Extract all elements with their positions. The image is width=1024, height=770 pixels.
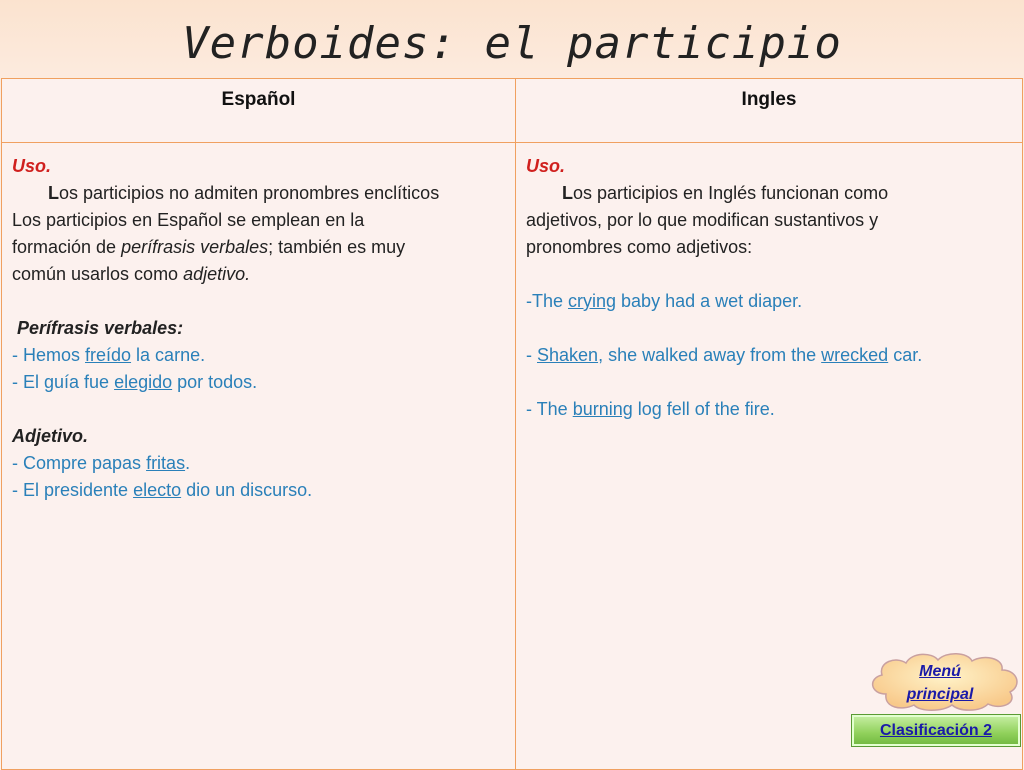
clasificacion-2-button[interactable]: Clasificación 2 [851,714,1021,747]
uso-text: ; también es muy [268,237,406,257]
drop-letter: L [562,183,573,203]
uso-label: Uso. [12,156,52,176]
uso-text: os participios en Inglés funcionan como [573,183,889,203]
uso-text-line [12,180,505,207]
uso-emphasis: perífrasis verbales [121,237,269,257]
example-text: , she walked away from the [598,345,822,365]
adjetivo-heading: Adjetivo. [12,426,89,446]
example-text: dio un discurso. [181,480,313,500]
example-line [12,477,505,504]
drop-letter: L [48,183,59,203]
example-text: -The [526,291,569,311]
menu-principal-link[interactable] [866,660,1014,706]
spacer [526,369,1012,396]
example-line [12,450,505,477]
slide-title: Verboides: el participio [182,18,842,69]
uso-text-line [526,180,1012,207]
example-line [526,396,1012,423]
example-line [526,342,1012,369]
example-link-elegido[interactable]: elegido [114,372,173,392]
menu-principal-line1: Menú [919,663,961,680]
example-line [12,342,505,369]
example-link-freido[interactable]: freído [85,345,132,365]
example-text: - Compre papas [12,453,147,473]
example-text: - Hemos [12,345,86,365]
example-text: baby had a wet diaper. [616,291,803,311]
example-link-shaken[interactable]: Shaken [537,345,599,365]
example-link-fritas[interactable]: fritas [146,453,186,473]
example-text: - [526,345,537,365]
example-link-electo[interactable]: electo [133,480,182,500]
example-link-burning[interactable]: burning [572,399,633,419]
table-header-row [2,79,1023,143]
uso-text: formación de [12,237,122,257]
menu-principal-line2: principal [906,686,974,703]
uso-text-line: adjetivos, por lo que modifican sustantivos y [526,210,879,230]
uso-label: Uso. [526,156,566,176]
example-text: por todos. [172,372,258,392]
uso-text: común usarlos como [12,264,184,284]
example-text: - El guía fue [12,372,115,392]
example-text: . [185,453,191,473]
uso-text-line: Los participios en Español se emplean en la [12,210,365,230]
spacer [12,396,505,423]
spacer [526,261,1012,288]
espanol-cell [2,143,516,770]
uso-text-line [12,261,505,288]
example-text: car. [888,345,923,365]
spacer [12,288,505,315]
example-link-crying[interactable]: crying [568,291,617,311]
uso-text: os participios no admiten pronombres enclíticos [59,183,440,203]
spacer [526,315,1012,342]
header-ingles: Ingles [516,79,1023,143]
example-line [526,288,1012,315]
example-text: log fell of the fire. [632,399,775,419]
perifrasis-heading: Perífrasis verbales: [17,318,184,338]
example-link-wrecked[interactable]: wrecked [821,345,889,365]
example-text: - The [526,399,573,419]
uso-text-line [12,234,505,261]
uso-emphasis: adjetivo. [183,264,251,284]
uso-text-line: pronombres como adjetivos: [526,237,753,257]
example-text: - El presidente [12,480,134,500]
header-espanol: Español [2,79,516,143]
example-line [12,369,505,396]
example-text: la carne. [131,345,206,365]
